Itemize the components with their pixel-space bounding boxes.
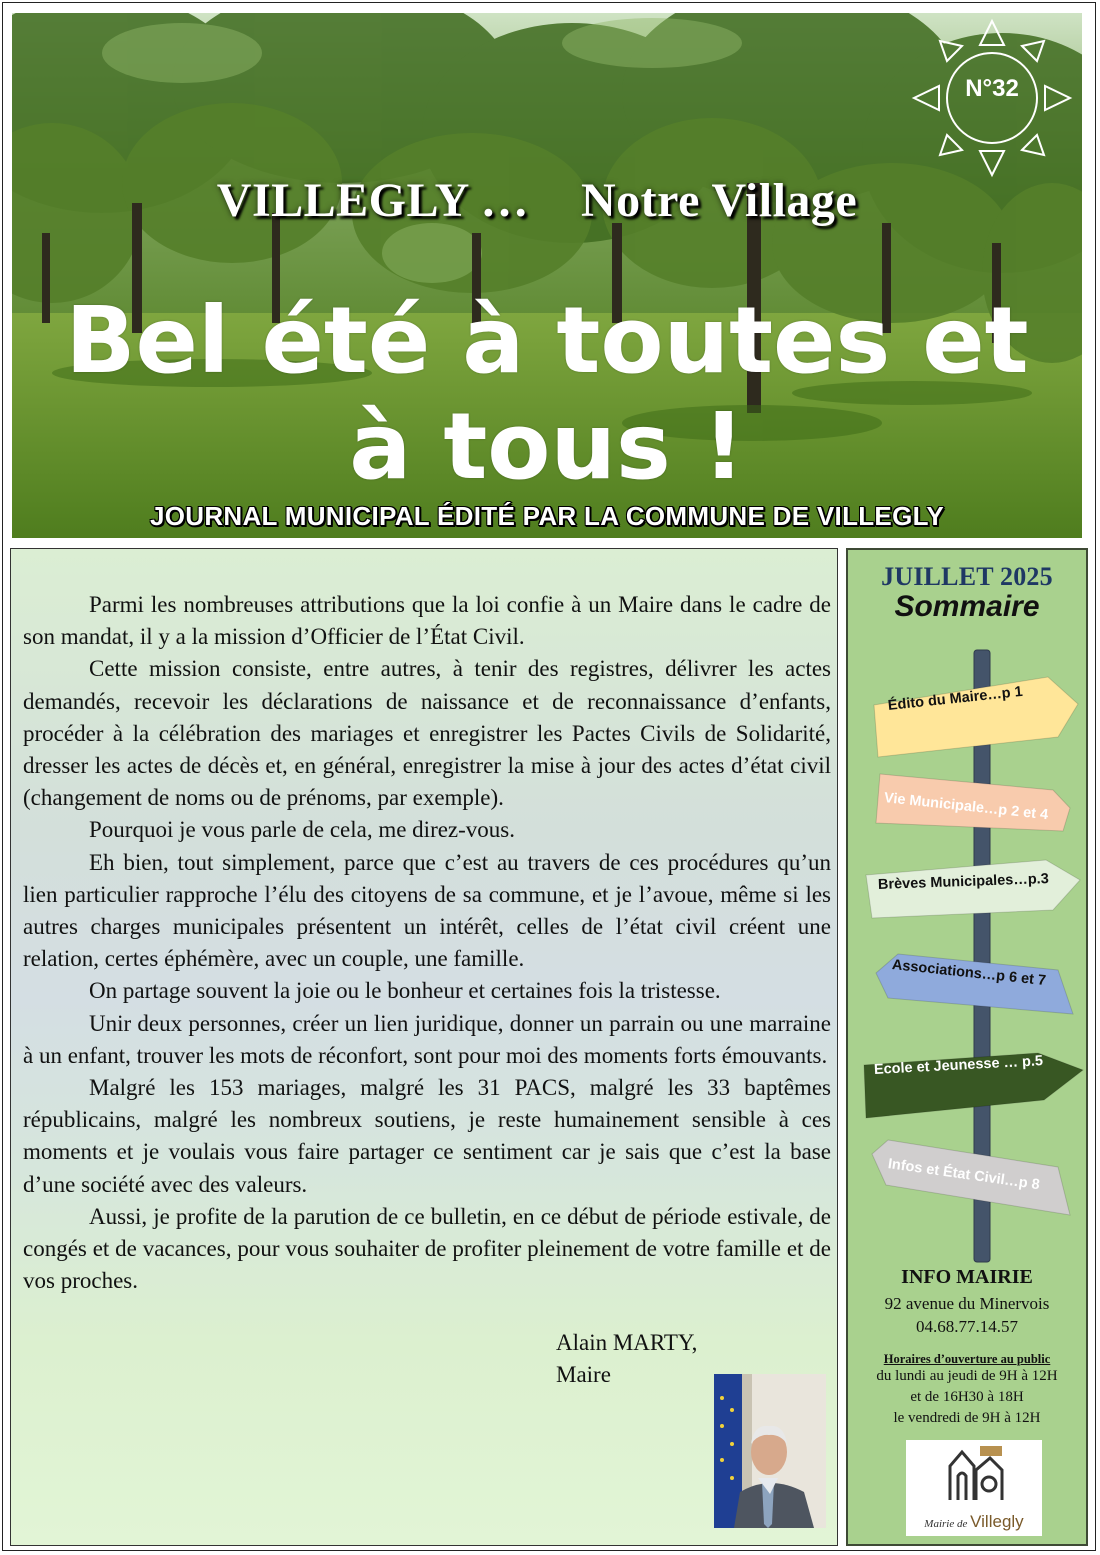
edito-panel [10,548,838,1546]
signature-name: Alain MARTY, [556,1330,698,1355]
logo-name: Villegly [970,1512,1024,1531]
info-mairie-title: INFO MAIRIE [901,1266,1033,1288]
header-banner [12,13,1082,538]
edito-paragraph: Malgré les 153 mariages, malgré les 31 PACS, malgré les 33 baptêmes républicains, malgré les nombreux soutiens, je reste humainement sensible à ces moments et je voulais vous faire partager ce sentiment car je sais que c’est la base d’une société avec des valeurs. [23,1075,831,1197]
signpost [848,550,1086,1270]
sommaire-item: Brèves Municipales…p.3 [877,871,1050,893]
mairie-address: 92 avenue du Minervois [884,1294,1050,1313]
edito-paragraph: Eh bien, tout simplement, parce que c’est au travers de ces procédures qu’un lien particulier rapproche l’élu des citoyens de sa commune, et je l’avoue, même si les autres charges municipales présentent un intérêt, celles de l’état civil créent une relation, certes éphémère, avec un couple, une famille. [23,849,831,972]
hours-line: et de 16H30 à 18H [910,1389,1024,1405]
sommaire-item: Infos et État Civil…p 8 [886,1156,1041,1194]
village-title-left: VILLEGLY … [216,174,529,227]
edito-text [23,589,831,1297]
issue-sun-badge [902,13,1082,193]
sommaire-item: Associations…p 6 et 7 [891,957,1047,990]
sommaire-item: Édito du Maire…p 1 [887,683,1024,714]
journal-subtitle: JOURNAL MUNICIPAL ÉDITÉ PAR LA COMMUNE DE VILLEGLY [149,501,945,531]
sommaire-item: Vie Municipale…p 2 et 4 [883,790,1049,824]
issue-number: N°32 [965,75,1019,102]
mairie-logo [906,1440,1042,1536]
headline-line-1: Bel été à toutes et [65,287,1029,394]
summer-headline [52,288,1042,500]
mayor-photo [714,1374,826,1528]
sun-icon [902,13,1082,193]
edito-paragraph: Unir deux personnes, créer un lien juridique, donner un parrain ou une marraine à un enfant, trouver les mots de réconfort, sont pour moi des moments forts émouvants. [23,1010,831,1068]
mairie-phone: 04.68.77.14.57 [916,1317,1018,1336]
sommaire-title: Sommaire [894,590,1040,623]
mayor-portrait [714,1374,826,1528]
hours-line: du lundi au jeudi de 9H à 12H [876,1368,1058,1384]
issue-month: JUILLET 2025 [881,562,1053,591]
hours-line: le vendredi de 9H à 12H [893,1410,1041,1426]
headline-line-2: à tous ! [349,393,745,500]
signature-role: Maire [556,1362,611,1387]
hours-title: Horaires d’ouverture au public [883,1352,1051,1366]
village-title [12,173,1062,228]
sommaire-item: Ecole et Jeunesse … p.5 [873,1053,1044,1078]
sidebar-sommaire [846,548,1088,1546]
edito-paragraph: On partage souvent la joie ou le bonheur et certaines fois la tristesse. [89,978,721,1004]
signature [556,1327,697,1391]
village-title-right: Notre Village [581,174,858,227]
village-logo-icon [906,1440,1042,1512]
edito-paragraph: Parmi les nombreuses attributions que la loi confie à un Maire dans le cadre de son mandat, il y a la mission d’Officier de l’État Civil. [23,592,831,650]
logo-prefix: Mairie de [924,1518,968,1530]
edito-paragraph: Cette mission consiste, entre autres, à tenir des registres, délivrer les actes demandés, recevoir les déclarations de naissance et de reconnaissance d’enfants, procéder à la célébration des mariages et enregistrer les Pactes Civils de Solidarité, dresser les actes de décès et, en général, enregistrer la mise à jour des actes d’état civil (changement de noms ou de prénoms, par exemple). [23,656,831,811]
edito-paragraph: Pourquoi je vous parle de cela, me direz-vous. [89,817,516,843]
edito-paragraph: Aussi, je profite de la parution de ce bulletin, en ce début de période estivale, de congés et de vacances, pour vous souhaiter de profiter pleinement de votre famille et de vos proches. [23,1203,831,1294]
logo-text [906,1512,1042,1532]
